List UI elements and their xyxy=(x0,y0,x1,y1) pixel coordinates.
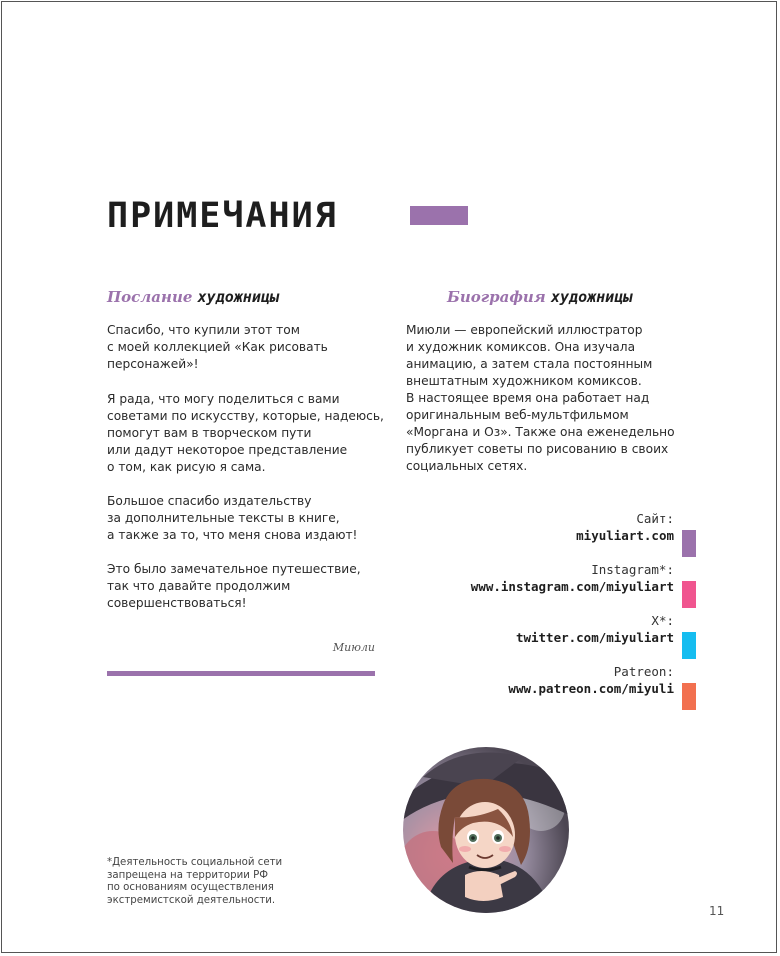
patreon-color-swatch xyxy=(682,683,696,710)
title-accent-bar xyxy=(410,206,468,225)
message-divider xyxy=(107,671,375,676)
page-number: 11 xyxy=(709,904,725,918)
message-heading-accent: Послание xyxy=(107,288,193,306)
social-links xyxy=(471,511,674,715)
x-color-swatch xyxy=(682,632,696,659)
bio-heading xyxy=(447,288,632,306)
link-instagram-label: Instagram*: xyxy=(591,562,674,577)
site-color-swatch xyxy=(682,530,696,557)
instagram-color-swatch xyxy=(682,581,696,608)
link-patreon-label: Patreon: xyxy=(613,664,674,679)
page-title: ПРИМЕЧАНИЯ xyxy=(107,196,338,236)
link-x-label: X*: xyxy=(651,613,674,628)
artist-portrait-illustration xyxy=(403,747,569,913)
message-heading-rest: художницы xyxy=(197,288,279,306)
message-paragraph-1: Спасибо, что купили этот том с моей коллекцией «Как рисовать персонажей»! xyxy=(107,323,328,371)
link-instagram xyxy=(471,562,674,613)
message-paragraph-4: Это было замечательное путешествие, так что давайте продолжим совершенствоваться! xyxy=(107,562,361,610)
message-paragraph-2: Я рада, что могу поделиться с вами советами по искусству, которые, надеюсь, помогут вам в творческом пути или дадут некоторое представление о том, как рисую я сама. xyxy=(107,392,384,474)
link-patreon-url[interactable]: www.patreon.com/miyuli xyxy=(508,681,674,696)
link-instagram-url[interactable]: www.instagram.com/miyuliart xyxy=(470,579,674,594)
message-heading xyxy=(107,288,279,306)
bio-heading-rest: художницы xyxy=(550,288,633,306)
link-patreon xyxy=(471,664,674,715)
bio-text: Миюли — европейский иллюстратор и художник комиксов. Она изучала анимацию, а затем стала постоянным внештатным художником комиксов. В настоящее время она работает над оригинальным веб-мультфильмом «Моргана и Оз». Также она еженедельно публикует советы по рисованию в своих социальных сетях. xyxy=(406,323,675,473)
page-frame xyxy=(1,1,777,953)
link-site-url[interactable]: miyuliart.com xyxy=(576,528,674,543)
signature: Миюли xyxy=(332,641,375,654)
link-x xyxy=(471,613,674,664)
footnote: *Деятельность социальной сети запрещена на территории РФ по основаниям осуществления экстремистской деятельности. xyxy=(107,857,283,906)
link-x-url[interactable]: twitter.com/miyuliart xyxy=(515,630,674,645)
link-site-label: Сайт: xyxy=(636,511,674,526)
message-paragraph-3: Большое спасибо издательству за дополнительные тексты в книге, а также за то, что меня снова издают! xyxy=(107,494,358,542)
bio-heading-accent: Биография xyxy=(447,288,546,306)
link-site xyxy=(471,511,674,562)
artist-avatar xyxy=(403,747,569,913)
